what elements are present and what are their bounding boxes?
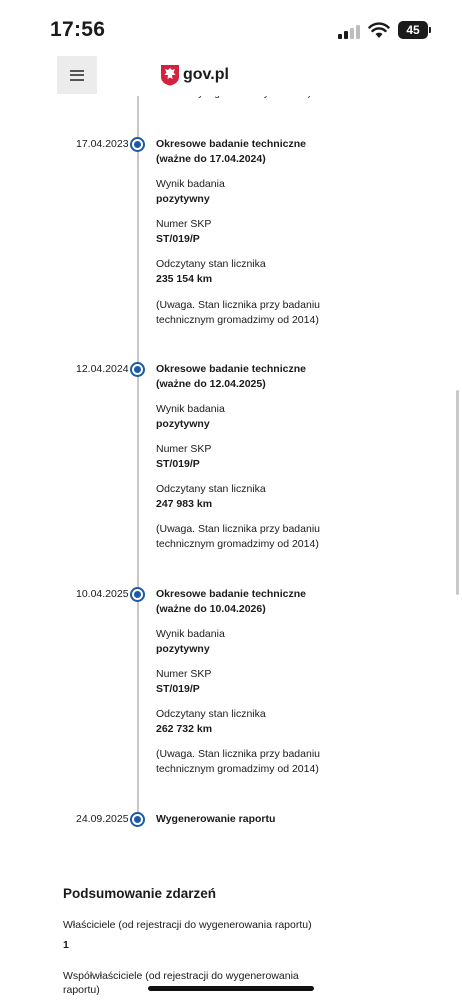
cellular-signal-icon (338, 25, 362, 39)
skp-label: Numer SKP (156, 218, 212, 230)
result-value: pozytywny (156, 418, 210, 430)
owners-label: Właściciele (od rejestracji do wygenerowania raportu) (63, 919, 312, 931)
event-title (156, 362, 386, 392)
event-title-main: Okresowe badanie techniczne (156, 588, 306, 600)
event-date: 24.09.2025 (76, 813, 129, 825)
menu-button[interactable] (57, 56, 97, 94)
timeline-dot-icon (130, 812, 145, 827)
event-date: 12.04.2024 (76, 363, 129, 375)
note-line: (Uwaga. Stan licznika przy badaniu (156, 523, 321, 535)
event-title (156, 137, 386, 167)
note-line: technicznym gromadzimy od 2014) (156, 314, 319, 326)
home-indicator[interactable] (148, 986, 314, 991)
odometer-note (156, 298, 386, 328)
event-title-main: Okresowe badanie techniczne (156, 138, 306, 150)
battery-icon (398, 21, 428, 39)
wifi-icon (368, 21, 390, 39)
gov-pl-logo[interactable] (160, 64, 229, 86)
owners-value: 1 (63, 939, 69, 951)
event-title: Wygenerowanie raportu (156, 813, 276, 825)
skp-value: ST/019/P (156, 683, 200, 695)
odometer-value: 247 983 km (156, 498, 213, 510)
logo-text: gov.pl (183, 66, 229, 83)
summary-heading: Podsumowanie zdarzeń (63, 886, 217, 901)
result-value: pozytywny (156, 193, 210, 205)
timeline-line (137, 96, 139, 818)
polish-eagle-emblem-icon (160, 64, 180, 86)
result-value: pozytywny (156, 643, 210, 655)
status-time: 17:56 (50, 18, 106, 41)
event-title-main: Okresowe badanie techniczne (156, 363, 306, 375)
event-title-validity: (ważne do 17.04.2024) (156, 153, 266, 165)
note-line: (Uwaga. Stan licznika przy badaniu (156, 299, 321, 311)
odometer-note (156, 747, 386, 777)
status-bar (0, 0, 462, 56)
odometer-value: 235 154 km (156, 273, 213, 285)
event-date: 10.04.2025 (76, 588, 129, 600)
event-title-validity: (ważne do 10.04.2026) (156, 603, 266, 615)
coowners-label-line: raportu) (63, 984, 100, 996)
event-date: 17.04.2023 (76, 138, 129, 150)
result-label: Wynik badania (156, 628, 225, 640)
odometer-label: Odczytany stan licznika (156, 708, 266, 720)
vertical-scrollbar[interactable] (456, 390, 459, 595)
odometer-note (156, 522, 386, 552)
result-label: Wynik badania (156, 403, 225, 415)
battery-level: 45 (406, 23, 420, 37)
skp-label: Numer SKP (156, 443, 212, 455)
timeline-dot-icon (130, 587, 145, 602)
odometer-value: 262 732 km (156, 723, 213, 735)
event-title (156, 587, 386, 617)
odometer-label: Odczytany stan licznika (156, 258, 266, 270)
note-line: technicznym gromadzimy od 2014) (156, 763, 319, 775)
skp-value: ST/019/P (156, 458, 200, 470)
timeline-dot-icon (130, 137, 145, 152)
note-line: (Uwaga. Stan licznika przy badaniu (156, 748, 321, 760)
odometer-label: Odczytany stan licznika (156, 483, 266, 495)
timeline-dot-icon (130, 362, 145, 377)
event-title-validity: (ważne do 12.04.2025) (156, 378, 266, 390)
note-line: technicznym gromadzimy od 2014) (156, 538, 319, 550)
top-navigation-bar (0, 56, 462, 96)
coowners-label-line: Współwłaściciele (od rejestracji do wygenerowania (63, 970, 299, 982)
result-label: Wynik badania (156, 178, 225, 190)
skp-value: ST/019/P (156, 233, 200, 245)
hamburger-icon (70, 70, 84, 81)
skp-label: Numer SKP (156, 668, 212, 680)
coowners-label (63, 969, 333, 997)
